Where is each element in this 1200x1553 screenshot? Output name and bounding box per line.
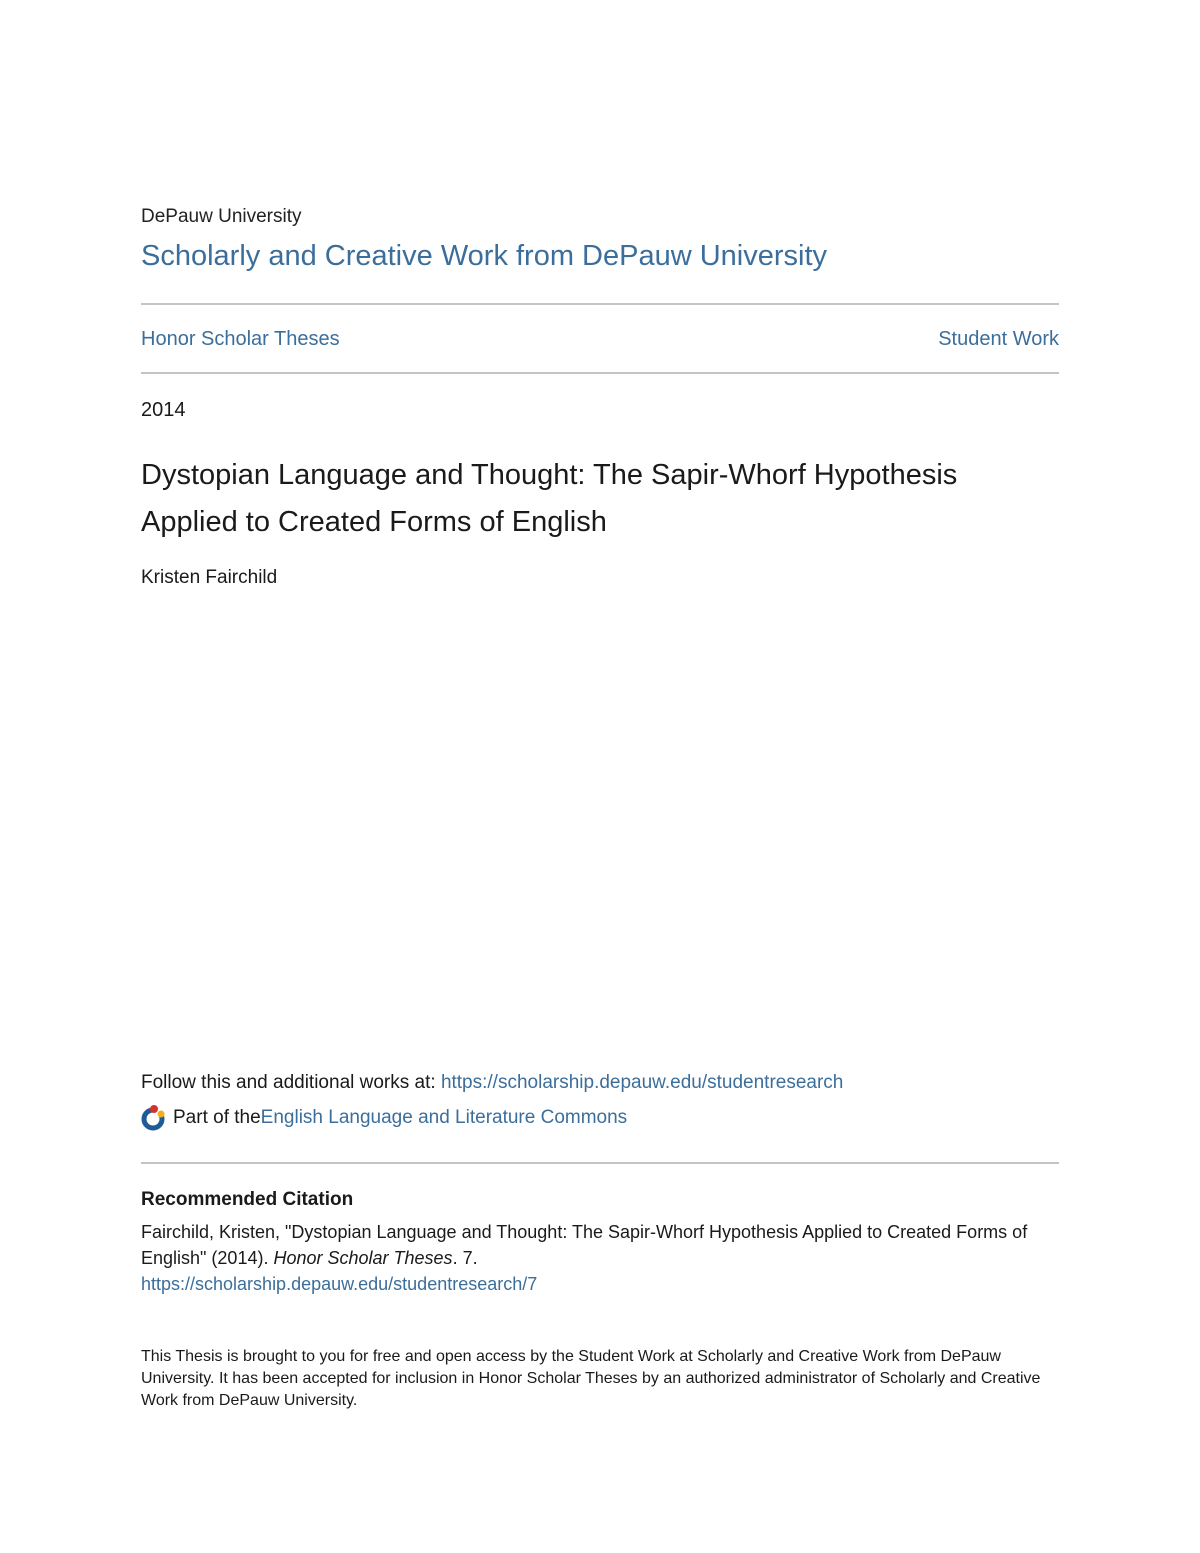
repository-link[interactable]: Scholarly and Creative Work from DePauw University bbox=[141, 240, 828, 272]
citation-url-link[interactable]: https://scholarship.depauw.edu/studentresearch/7 bbox=[141, 1274, 538, 1294]
citation-heading: Recommended Citation bbox=[141, 1189, 354, 1210]
publication-year: 2014 bbox=[141, 399, 186, 421]
discipline-link[interactable]: English Language and Literature Commons bbox=[260, 1107, 628, 1128]
institution-name: DePauw University bbox=[141, 206, 302, 227]
part-of-line bbox=[141, 1104, 627, 1132]
access-notice: This Thesis is brought to you for free and open access by the Student Work at Scholarly and Creative Work from DePauw University. It has been accepted for inclusion in Honor Scholar Theses by an authorized administrator of Scholarly and Creative Work from DePauw University. bbox=[141, 1348, 1041, 1409]
divider-middle bbox=[141, 372, 1059, 374]
part-of-prefix: Part of the bbox=[173, 1107, 261, 1128]
collection-link[interactable]: Student Work bbox=[938, 328, 1059, 350]
divider-bottom bbox=[141, 1162, 1059, 1164]
follow-line bbox=[141, 1072, 843, 1094]
citation-text-main: Fairchild, Kristen, "Dystopian Language and Thought: The Sapir-Whorf Hypothesis Applied to Created Forms of English" (2014). bbox=[141, 1222, 1028, 1268]
follow-prefix: Follow this and additional works at: bbox=[141, 1072, 441, 1093]
citation-text-end: . 7. bbox=[452, 1248, 478, 1268]
network-commons-icon bbox=[141, 1104, 169, 1132]
series-link[interactable]: Honor Scholar Theses bbox=[141, 328, 340, 350]
citation-text bbox=[141, 1219, 1059, 1297]
divider-top bbox=[141, 303, 1059, 305]
citation-series: Honor Scholar Theses bbox=[273, 1248, 453, 1268]
document-title: Dystopian Language and Thought: The Sapir-Whorf Hypothesis Applied to Created Forms of English bbox=[141, 459, 958, 538]
author-name: Kristen Fairchild bbox=[141, 567, 278, 588]
follow-url-link[interactable]: https://scholarship.depauw.edu/studentresearch bbox=[440, 1072, 844, 1093]
series-nav bbox=[141, 328, 1059, 351]
